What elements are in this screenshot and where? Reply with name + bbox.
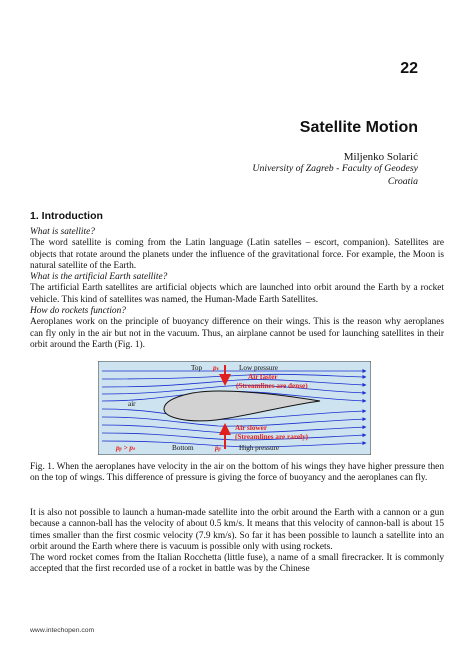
author-affiliation: University of Zagreb - Faculty of Geodesy <box>252 163 418 175</box>
author-block <box>252 151 418 188</box>
top-label: Top <box>191 364 203 372</box>
high-pressure-label: High pressure <box>239 444 280 452</box>
air-slower-label: Air slower <box>235 424 268 432</box>
intro-block <box>30 227 444 351</box>
caption-text: Fig. 1. When the aeroplanes have velocity in the air on the bottom of his wings they have higher pressure then on the top of wings. This difference of pressure is giving the force of buoyancy and the aeroplanes can fly. <box>30 462 444 484</box>
pressure-inequality-label: pᵦ > pₜ <box>116 444 136 452</box>
figure-caption <box>30 462 444 485</box>
streamlines-dense-label: (Streamlines are dense) <box>236 382 308 390</box>
paragraph-artificial-satellite: The artificial Earth satellites are artificial objects which are launched into orbit around the Earth by a rocket vehicle. This kind of satellites was named, the Human-Made Earth Satellites. <box>30 283 444 305</box>
bottom-label: Bottom <box>172 444 194 452</box>
streamlines-rarely-label: (Streamlines are rarely) <box>235 433 309 441</box>
paragraph-satellite-definition: The word satellite is coming from the Latin language (Latin satelles – escort, companion). Satellites are objects that rotate around the planets under the influence of the gravitational force. For example, the Moon is natural satellite of the Earth. <box>30 238 444 271</box>
air-label: air <box>128 400 136 408</box>
question-rockets: How do rockets function? <box>30 306 126 317</box>
paragraph-rocket-origin: The word rocket comes from the Italian Rocchetta (little fuse), a name of a small firecracker. It is commonly accepted that the first recorded use of a rocket in battle was by the Chinese <box>30 553 444 575</box>
author-name: Miljenko Solarić <box>343 151 418 163</box>
wing-pressure-figure <box>98 361 371 455</box>
paragraph-aeroplanes: Aeroplanes work on the principle of buoyancy difference on their wings. This is the reason why aeroplanes can fly only in the air but not in the vacuum. Thus, an airplane cannot be used for launching satellites in their orbit around the Earth (Fig. 1). <box>30 317 444 350</box>
author-country: Croatia <box>387 175 418 187</box>
chapter-number: 22 <box>400 60 418 77</box>
air-faster-label: Air faster <box>248 373 278 381</box>
question-artificial-satellite: What is the artificial Earth satellite? <box>30 272 168 283</box>
chapter-title: Satellite Motion <box>299 119 418 136</box>
low-pressure-label: Low pressure <box>239 364 278 372</box>
question-what-is-satellite: What is satellite? <box>30 227 95 237</box>
paragraph-cannon: It is also not possible to launch a human-made satellite into the orbit around the Earth with a cannon or a gun because a cannon-ball has the velocity of about 0.5 km/s. It means that this velocity of cannon-ball is about 15 times smaller than the first cosmic velocity (7.9 km/s). So far it has been possible to launch a satellite into an orbit around the Earth where there is vacuum is possible only with using rockets. <box>30 508 444 552</box>
body-continued <box>30 508 444 576</box>
section-heading: 1. Introduction <box>30 210 103 222</box>
footer-url: www.intechopen.com <box>30 627 95 634</box>
pb-label: pᵦ <box>215 444 221 452</box>
pt-label: pₜ <box>213 364 220 372</box>
